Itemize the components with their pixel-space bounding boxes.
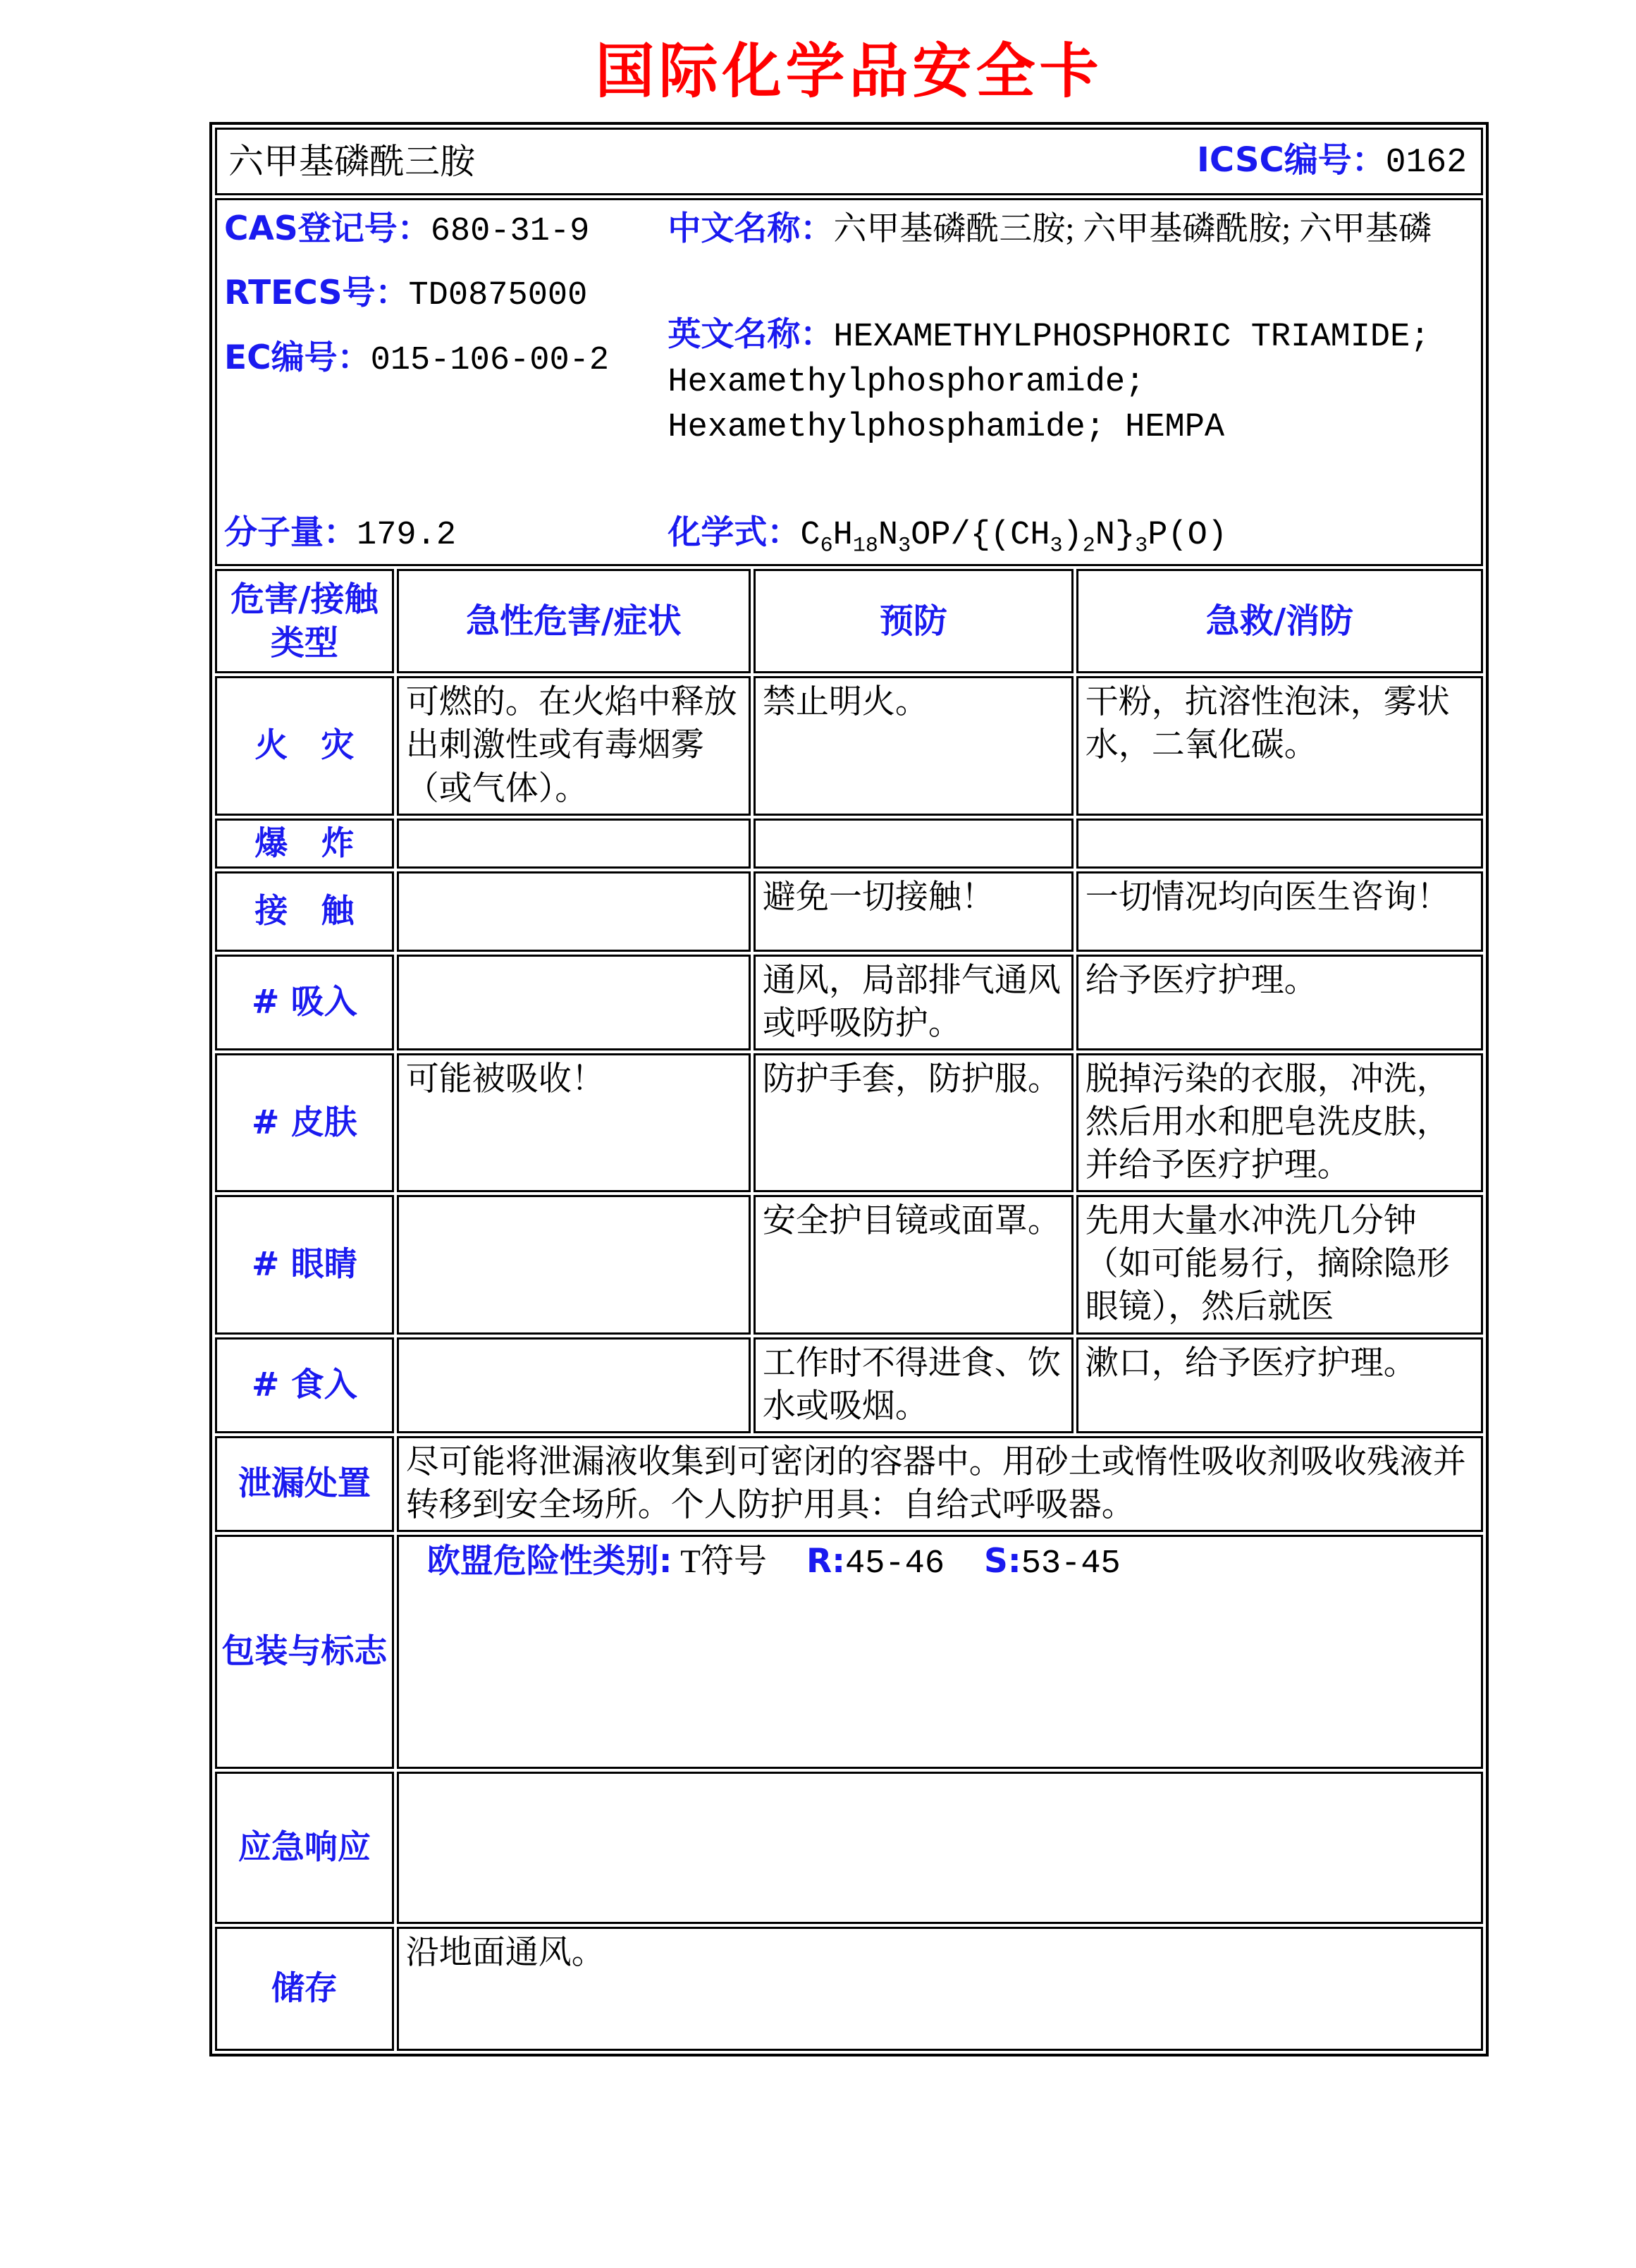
- chemical-name: 六甲基磷酰三胺: [228, 141, 475, 181]
- packaging-labelling-row: [215, 1535, 1483, 1769]
- emergency-response-row: [215, 1772, 1483, 1924]
- fire-response-cell: 干粉，抗溶性泡沫，雾状水，二氧化碳。: [1076, 676, 1483, 815]
- eu-class-label: 欧盟危险性类别:: [426, 1541, 672, 1581]
- storage-content: 沿地面通风。: [397, 1927, 1483, 2051]
- eu-r-label: R:: [806, 1541, 846, 1581]
- hazard-header-row: [215, 569, 1483, 673]
- eyes-prevention-cell: 安全护目镜或面罩。: [754, 1195, 1074, 1334]
- ingestion-hazard-cell: [397, 1337, 751, 1433]
- rtecs-label: RTECS号：: [224, 274, 409, 313]
- ec-number-line: [224, 336, 668, 382]
- explosion-hazard-cell: [397, 819, 751, 869]
- eyes-hazard-cell: [397, 1195, 751, 1334]
- ingestion-response-cell: 漱口，给予医疗护理。: [1076, 1337, 1483, 1433]
- english-name-value: HEXAMETHYLPHOSPHORIC TRIAMIDE; Hexamethylphosphoramide; Hexamethylphosphamide; HEMPA: [668, 319, 1430, 447]
- cas-value: 680-31-9: [430, 213, 590, 251]
- identifiers-row: [215, 198, 1483, 566]
- row-label-ingestion: # 食入: [215, 1337, 394, 1433]
- contact-response-cell: 一切情况均向医生咨询！: [1076, 871, 1483, 952]
- row-label-packaging: 包装与标志: [215, 1535, 394, 1769]
- col-header-prevention: 预防: [754, 569, 1074, 673]
- registry-numbers-block: [224, 203, 668, 561]
- cas-label: CAS登记号：: [224, 209, 431, 249]
- english-name-label: 英文名称：: [668, 315, 834, 355]
- hazard-row-inhalation: [215, 955, 1483, 1050]
- col-header-acute-hazard: 急性危害/症状: [397, 569, 751, 673]
- skin-response-cell: 脱掉污染的衣服，冲洗，然后用水和肥皂洗皮肤，并给予医疗护理。: [1076, 1053, 1483, 1192]
- chinese-name-line: [668, 207, 1474, 251]
- identifiers-cell: [215, 198, 1483, 566]
- eu-s-value: 53-45: [1021, 1545, 1121, 1583]
- formula-value: $C_6H_{18}N_3OP/\{(CH_3)_2N\}_3P(O)$: [800, 517, 1228, 558]
- skin-hazard-cell: 可能被吸收！: [397, 1053, 751, 1192]
- hazard-row-ingestion: [215, 1337, 1483, 1433]
- rtecs-value: TD0875000: [408, 277, 588, 315]
- ec-value: 015-106-00-2: [370, 341, 610, 379]
- rtecs-number-line: [224, 271, 668, 317]
- formula-line: [668, 511, 1474, 557]
- icsc-label: ICSC编号：: [1197, 140, 1386, 180]
- row-label-fire: 火 灾: [215, 676, 394, 815]
- fire-prevention-cell: 禁止明火。: [754, 676, 1074, 815]
- row-label-storage: 储存: [215, 1927, 394, 2051]
- packaging-content: [397, 1535, 1483, 1769]
- row-label-explosion: 爆 炸: [215, 819, 394, 869]
- icsc-number: 0162: [1385, 144, 1467, 182]
- hazard-row-contact: [215, 871, 1483, 952]
- ingestion-prevention-cell: 工作时不得进食、饮水或吸烟。: [754, 1337, 1074, 1433]
- hazard-row-skin: [215, 1053, 1483, 1192]
- eu-hazard-class-line: [406, 1540, 1474, 1586]
- inhalation-prevention-cell: 通风，局部排气通风或呼吸防护。: [754, 955, 1074, 1050]
- molecular-weight-label: 分子量：: [224, 513, 357, 553]
- molecular-weight-line: [224, 511, 668, 557]
- eu-s-label: S:: [984, 1541, 1021, 1581]
- storage-row: [215, 1927, 1483, 2051]
- row-label-emergency-response: 应急响应: [215, 1772, 394, 1924]
- eyes-response-cell: 先用大量水冲洗几分钟（如可能易行，摘除隐形眼镜），然后就医: [1076, 1195, 1483, 1334]
- skin-prevention-cell: 防护手套，防护服。: [754, 1053, 1074, 1192]
- card-header-row: [215, 128, 1483, 195]
- contact-prevention-cell: 避免一切接触！: [754, 871, 1074, 952]
- card-header-cell: [215, 128, 1483, 195]
- emergency-response-content: [397, 1772, 1483, 1924]
- hazard-row-eyes: [215, 1195, 1483, 1334]
- eu-r-value: 45-46: [845, 1545, 945, 1583]
- inhalation-hazard-cell: [397, 955, 751, 1050]
- row-label-eyes: # 眼睛: [215, 1195, 394, 1334]
- contact-hazard-cell: [397, 871, 751, 952]
- hazard-row-fire: [215, 676, 1483, 815]
- row-label-spill-disposal: 泄漏处置: [215, 1436, 394, 1532]
- english-name-line: [668, 313, 1474, 449]
- row-label-inhalation: # 吸入: [215, 955, 394, 1050]
- row-label-skin: # 皮肤: [215, 1053, 394, 1192]
- ec-label: EC编号：: [224, 338, 371, 377]
- chemical-names-block: [668, 203, 1474, 561]
- explosion-prevention-cell: [754, 819, 1074, 869]
- chinese-name-label: 中文名称：: [668, 209, 834, 249]
- chinese-name-value: 六甲基磷酰三胺; 六甲基磷酰胺; 六甲基磷: [833, 211, 1432, 248]
- icsc-card-table: [209, 122, 1489, 2056]
- icsc-number-group: [1197, 138, 1470, 185]
- hazard-row-explosion: [215, 819, 1483, 869]
- eu-t-symbol-value: T符号: [680, 1543, 768, 1580]
- spill-disposal-content: 尽可能将泄漏液收集到可密闭的容器中。用砂土或惰性吸收剂吸收残液并转移到安全场所。个人防护用具：自给式呼吸器。: [397, 1436, 1483, 1532]
- fire-hazard-cell: 可燃的。在火焰中释放出刺激性或有毒烟雾（或气体）。: [397, 676, 751, 815]
- col-header-hazard-type: 危害/接触 类型: [215, 569, 394, 673]
- page-title: 国际化学品安全卡: [595, 36, 1103, 106]
- molecular-weight-value: 179.2: [357, 517, 457, 555]
- formula-label: 化学式：: [668, 513, 801, 553]
- col-header-first-aid: 急救/消防: [1076, 569, 1483, 673]
- cas-number-line: [224, 207, 668, 253]
- explosion-response-cell: [1076, 819, 1483, 869]
- inhalation-response-cell: 给予医疗护理。: [1076, 955, 1483, 1050]
- spill-disposal-row: [215, 1436, 1483, 1532]
- row-label-contact: 接 触: [215, 871, 394, 952]
